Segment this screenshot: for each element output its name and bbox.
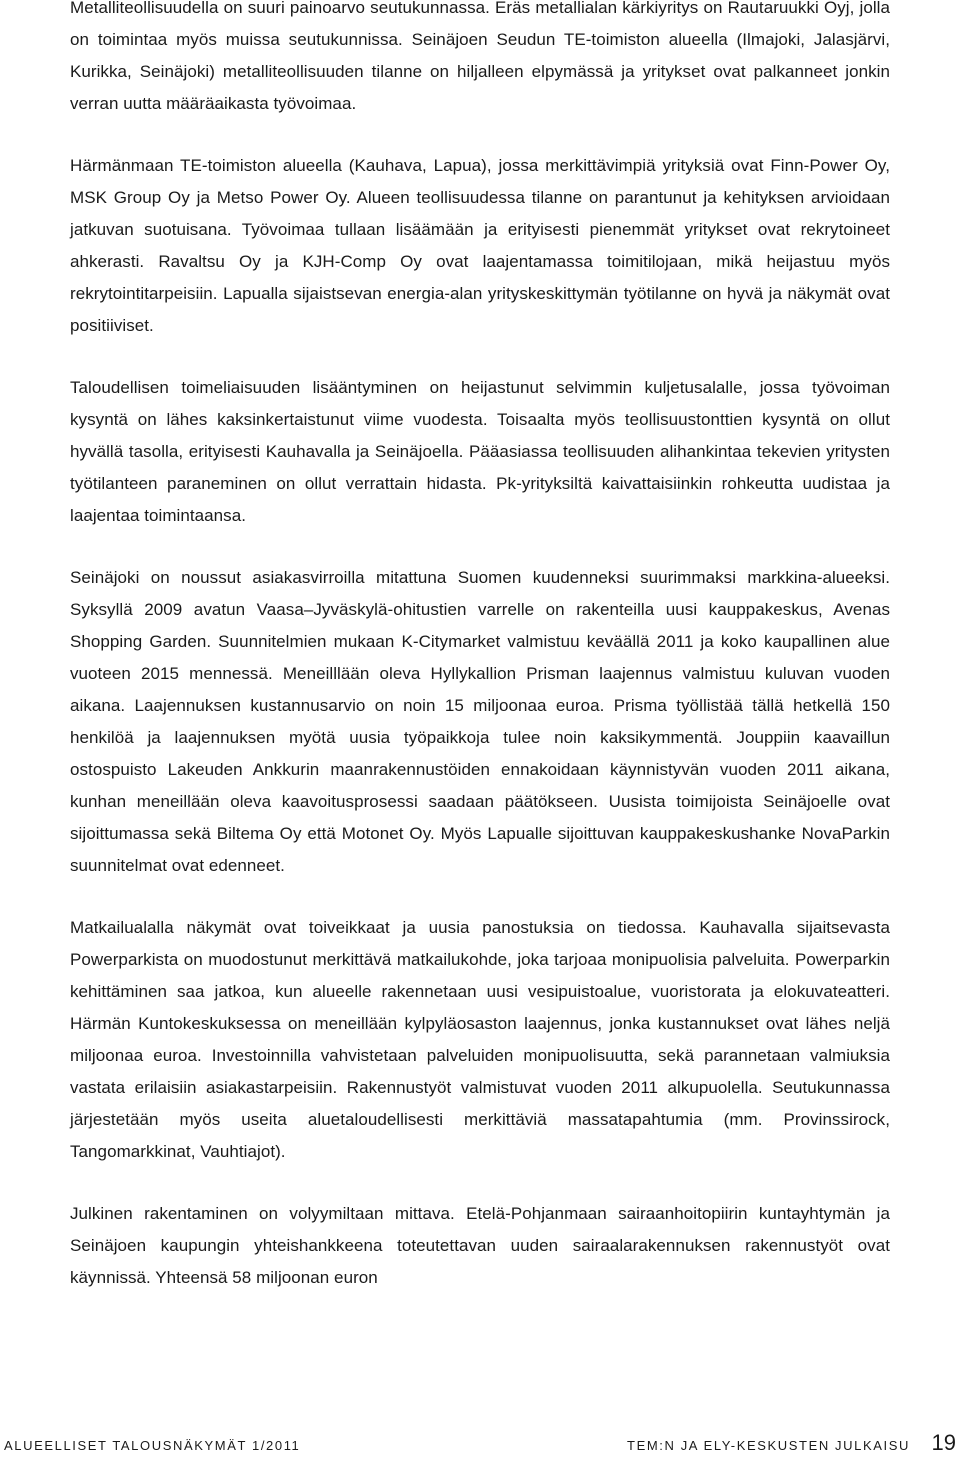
page-number: 19 xyxy=(931,1430,956,1455)
page-footer xyxy=(0,1432,960,1462)
paragraph-economic-activity: Taloudellisen toimeliaisuuden lisääntyminen on heijastunut selvimmin kuljetusalalle, jossa työvoiman kysyntä on lähes kaksinkertaistunut viime vuodesta. Toisaalta myös teollisuustonttien kysyntä on ollut hyvällä tasolla, erityisesti Kauhavalla ja Seinäjoella. Pääasiassa teollisuuden alihankintaa tekevien yritysten työtilanteen paraneminen on ollut verrattain hidasta. Pk-yrityksiltä kaivattaisiinkin rohkeutta uudistaa ja laajentaa toimintaansa. xyxy=(70,378,890,525)
paragraph-harmanmaa: Härmänmaan TE-toimiston alueella (Kauhava, Lapua), jossa merkittävimpiä yrityksiä ovat Finn-Power Oy, MSK Group Oy ja Metso Power Oy. Alueen teollisuudessa tilanne on parantunut ja kehityksen arvioidaan jatkuvan suotuisana. Työvoimaa tullaan lisäämään ja erityisesti pienemmät yritykset ovat rekrytoineet ahkerasti. Ravaltsu Oy ja KJH-Comp Oy ovat laajentamassa toimitilojaan, mikä heijastuu myös rekrytointitarpeisiin. Lapualla sijaistsevan energia-alan yrityskeskittymän työtilanne on hyvä ja näkymät ovat positiiviset. xyxy=(70,156,890,335)
footer-publisher: TEM:N JA ELY-KESKUSTEN JULKAISU xyxy=(627,1438,910,1453)
article-body xyxy=(70,0,890,1324)
paragraph-metal-industry: Metalliteollisuudella on suuri painoarvo seutukunnassa. Eräs metallialan kärkiyritys on Rautaruukki Oyj, jolla on toimintaa myös muissa seutukunnissa. Seinäjoen Seudun TE-toimiston alueella (Ilmajoki, Jalasjärvi, Kurikka, Seinäjoki) metalliteollisuuden tilanne on hiljalleen elpymässä ja yritykset ovat palkanneet jonkin verran uutta määräaikasta työvoimaa. xyxy=(70,0,890,113)
paragraph-public-construction: Julkinen rakentaminen on volyymiltaan mittava. Etelä-Pohjanmaan sairaanhoitopiirin kuntayhtymän ja Seinäjoen kaupungin yhteishankkeena toteutettavan uuden sairaalarakennuksen rakennustyöt ovat käynnissä. Yhteensä 58 miljoonan euron xyxy=(70,1204,890,1287)
paragraph-tourism: Matkailualalla näkymät ovat toiveikkaat ja uusia panostuksia on tiedossa. Kauhavalla sijaitsevasta Powerparkista on muodostunut merkittävä matkailukohde, joka tarjoaa monipuolisia palveluita. Powerparkin kehittäminen saa jatkoa, kun alueelle rakennetaan uusi vesipuistoalue, vuoristorata ja elokuvateatteri. Härmän Kuntokeskuksessa on meneillään kylpyläosaston laajennus, jonka kustannukset ovat lähes neljä miljoonaa euroa. Investoinnilla vahvistetaan palveluiden monipuolisuutta, sekä parannetaan valmiuksia vastata erilaisiin asiakastarpeisiin. Rakennustyöt valmistuvat vuoden 2011 alkupuolella. Seutukunnassa järjestetään myös useita aluetaloudellisesti merkittäviä massatapahtumia (mm. Provinssirock, Tangomarkkinat, Vauhtiajot). xyxy=(70,918,890,1161)
footer-publication-title: ALUEELLISET TALOUSNÄKYMÄT 1/2011 xyxy=(4,1438,301,1453)
paragraph-seinajoki-retail: Seinäjoki on noussut asiakasvirroilla mitattuna Suomen kuudenneksi suurimmaksi markkina-alueeksi. Syksyllä 2009 avatun Vaasa–Jyväskylä-ohitustien varrelle on rakenteilla uusi kauppakeskus, Avenas Shopping Garden. Suunnitelmien mukaan K-Citymarket valmistuu keväällä 2011 ja koko kaupallinen alue vuoteen 2015 mennessä. Meneilllään oleva Hyllykallion Prisman laajennus valmistuu kuluvan vuoden aikana. Laajennuksen kustannusarvio on noin 15 miljoonaa euroa. Prisma työllistää tällä hetkellä 150 henkilöä ja laajennuksen myötä uusia työpaikkoja tulee noin kaksikymmentä. Jouppiin kaavaillun ostospuisto Lakeuden Ankkurin maanrakennustöiden ennakoidaan käynnistyvän vuoden 2011 aikana, kunhan meneillään oleva kaavoitusprosessi saadaan päätökseen. Uusista toimijoista Seinäjoelle ovat sijoittumassa sekä Biltema Oy että Motonet Oy. Myös Lapualle sijoittuvan kauppakeskushanke NovaParkin suunnitelmat ovat edenneet. xyxy=(70,568,890,875)
